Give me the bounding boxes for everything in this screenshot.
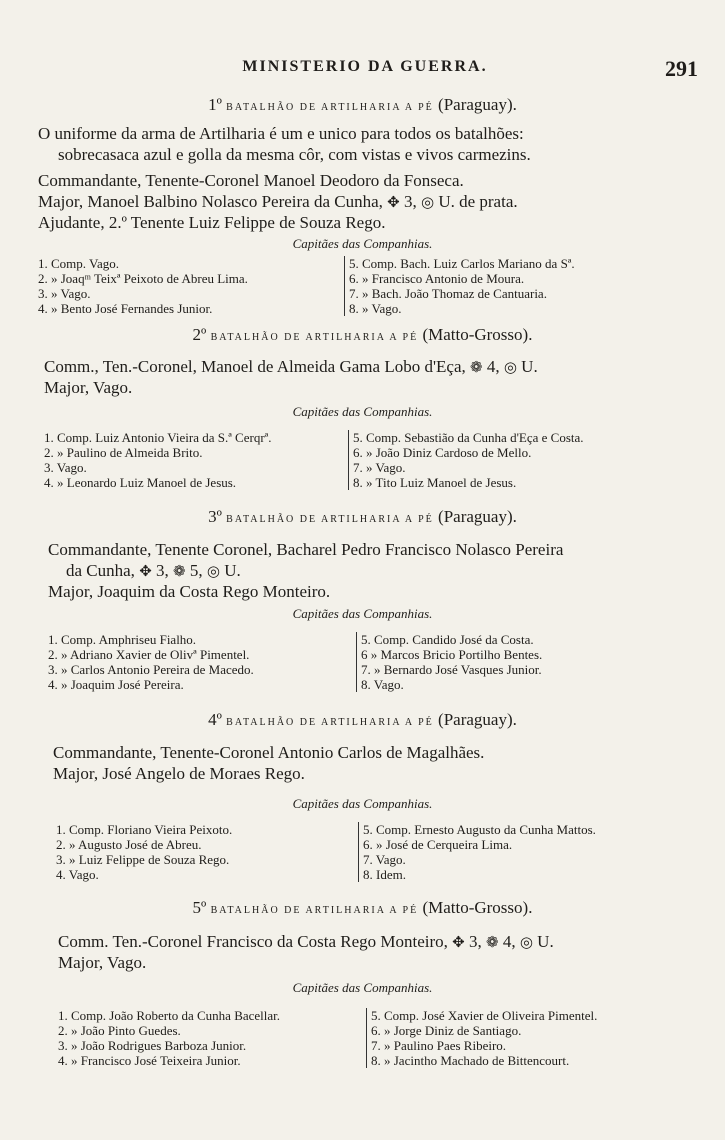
company-row: 4. » Leonardo Luiz Manoel de Jesus. [44,475,237,490]
b2-companies-left [44,430,272,490]
company-row: 1. Comp. Luiz Antonio Vieira da S.ª Cerqrª. [44,430,272,445]
cross-order-icon: ✥ [387,195,400,211]
cross-order-icon: ✥ [139,564,152,580]
b1-adjutant: Ajudante, 2.º Tenente Luiz Felippe de Souza Rego. [38,213,386,232]
company-row: 4. Vago. [56,867,99,882]
company-row: 3. » Vago. [38,286,91,301]
battalion-number: 1º [208,95,222,114]
b5-major: Major, Vago. [58,953,147,972]
battalion-label: BATALHÃO DE ARTILHARIA A PÉ [226,102,434,113]
b3-companies [48,632,698,692]
battalion-label: BATALHÃO DE ARTILHARIA A PÉ [226,717,434,728]
b5-companies-right [366,1008,597,1068]
battalion-5-title [0,898,725,918]
b4-commander: Commandante, Tenente-Coronel Antonio Carlos de Magalhães. [53,743,485,762]
company-row: 2. » Augusto José de Abreu. [56,837,202,852]
battalion-label: BATALHÃO DE ARTILHARIA A PÉ [210,332,419,343]
b2-commander [44,357,538,377]
company-row: 4. » Francisco José Teixeira Junior. [58,1053,241,1068]
page-header [40,56,698,84]
company-row: 6. » José de Cerqueira Lima. [363,837,513,852]
b1-companies-heading: Capitães das Companhias. [292,236,433,251]
b2-companies-right [348,430,584,490]
company-row: 1. Comp. João Roberto da Cunha Bacellar. [58,1008,281,1023]
b5-companies-left [58,1008,280,1068]
badge-icon: ❁ [173,564,186,580]
b2-commander-badge: 4, [486,357,500,376]
company-row: 2. » João Pinto Guedes. [58,1023,181,1038]
b5-companies-heading: Capitães das Companhias. [292,980,433,995]
b5-cross: 3, [469,932,482,951]
company-row: 5. Comp. Sebastião da Cunha d'Eça e Costa. [353,430,584,445]
battalion-4-title [0,710,725,730]
b1-companies [38,256,688,316]
b3-medal: U. [224,561,241,580]
b1-major-cross: 3, [403,192,417,211]
battalion-label: BATALHÃO DE ARTILHARIA A PÉ [210,905,419,916]
battalion-number: 5º [192,898,207,917]
battalion-place: (Paraguay). [438,710,517,729]
b5-companies [58,1008,698,1068]
b4-companies [56,822,696,882]
uniform-text-line-2: sobrecasaca azul e golla da mesma côr, com vistas e vivos carmezins. [58,145,531,164]
company-row: 6. » Francisco Antonio de Moura. [349,271,525,286]
b1-companies-left [38,256,248,316]
cross-order-icon: ✥ [452,935,465,951]
company-row: 7. » Bernardo José Vasques Junior. [361,662,542,677]
company-row: 2. » Joaqᵐ Teixª Peixoto de Abreu Lima. [38,271,248,286]
b3-companies-right [356,632,542,692]
b5-commander [58,932,554,952]
battalion-3-title [0,507,725,527]
badge-icon: ❁ [486,935,499,951]
b2-companies-heading: Capitães das Companhias. [292,404,433,419]
company-row: 1. Comp. Amphriseu Fialho. [48,632,197,647]
battalion-number: 4º [208,710,222,729]
b2-companies [44,430,694,490]
b1-companies-right [344,256,575,316]
company-row: 5. Comp. José Xavier de Oliveira Pimentel. [371,1008,598,1023]
company-row: 3. » João Rodrigues Barboza Junior. [58,1038,247,1053]
battalion-number: 3º [208,507,222,526]
company-row: 7. » Paulino Paes Ribeiro. [371,1038,507,1053]
company-row: 8. » Tito Luiz Manoel de Jesus. [353,475,517,490]
battalion-1-title [0,95,725,115]
b3-commander-cont [66,561,241,581]
b3-commander-surname: da Cunha, [66,561,135,580]
company-row: 7. » Vago. [353,460,406,475]
ministry-title: MINISTERIO DA GUERRA. [242,58,488,75]
battalion-place: (Matto-Grosso). [422,325,533,344]
company-row: 2. » Adriano Xavier de Olivª Pimentel. [48,647,250,662]
b5-badge: 4, [502,932,516,951]
medal-icon: ◎ [420,195,435,211]
b2-commander-medal: U. [521,357,538,376]
b3-companies-left [48,632,254,692]
company-row: 6 » Marcos Bricio Portilho Bentes. [361,647,543,662]
company-row: 4. » Bento José Fernandes Junior. [38,301,213,316]
b3-cross: 3, [156,561,169,580]
uniform-text-line-1: O uniforme da arma de Artilharia é um e unico para todos os batalhões: [38,124,524,143]
company-row: 5. Comp. Ernesto Augusto da Cunha Mattos. [363,822,596,837]
company-row: 8. Vago. [361,677,404,692]
page-number: 291 [665,56,698,81]
medal-icon: ◎ [503,360,517,376]
b1-major-name: Major, Manoel Balbino Nolasco Pereira da Cunha, [38,192,383,211]
b3-badge: 5, [189,561,203,580]
company-row: 6. » Jorge Diniz de Santiago. [371,1023,522,1038]
battalion-place: (Matto-Grosso). [422,898,533,917]
b2-commander-name: Comm., Ten.-Coronel, Manoel de Almeida Gama Lobo d'Eça, [44,357,466,376]
battalion-2-title [0,325,725,345]
b1-major [38,192,518,212]
company-row: 2. » Paulino de Almeida Brito. [44,445,203,460]
b1-commander: Commandante, Tenente-Coronel Manoel Deodoro da Fonseca. [38,171,464,190]
medal-icon: ◎ [519,935,533,951]
b3-major: Major, Joaquim da Costa Rego Monteiro. [48,582,331,601]
company-row: 1. Comp. Vago. [38,256,120,271]
company-row: 8. Idem. [363,867,406,882]
company-row: 7. » Bach. João Thomaz de Cantuaria. [349,286,547,301]
medal-icon: ◎ [206,564,220,580]
badge-icon: ❁ [470,360,483,376]
battalion-number: 2º [192,325,207,344]
battalion-place: (Paraguay). [438,95,517,114]
battalion-place: (Paraguay). [438,507,517,526]
b4-major: Major, José Angelo de Moraes Rego. [53,764,305,783]
company-row: 7. Vago. [363,852,406,867]
company-row: 5. Comp. Bach. Luiz Carlos Mariano da Sª. [349,256,575,271]
company-row: 1. Comp. Floriano Vieira Peixoto. [56,822,233,837]
company-row: 5. Comp. Candido José da Costa. [361,632,534,647]
b4-companies-left [56,822,232,882]
company-row: 3. Vago. [44,460,87,475]
b1-major-medal: U. de prata. [438,192,518,211]
company-row: 8. » Jacintho Machado de Bittencourt. [371,1053,570,1068]
b3-companies-heading: Capitães das Companhias. [292,606,433,621]
battalion-label: BATALHÃO DE ARTILHARIA A PÉ [226,514,434,525]
company-row: 6. » João Diniz Cardoso de Mello. [353,445,532,460]
b5-commander-name: Comm. Ten.-Coronel Francisco da Costa Rego Monteiro, [58,932,448,951]
b2-major: Major, Vago. [44,378,133,397]
b4-companies-right [358,822,596,882]
company-row: 3. » Carlos Antonio Pereira de Macedo. [48,662,254,677]
company-row: 4. » Joaquim José Pereira. [48,677,184,692]
company-row: 8. » Vago. [349,301,402,316]
b4-companies-heading: Capitães das Companhias. [292,796,433,811]
b5-medal: U. [537,932,554,951]
b3-commander: Commandante, Tenente Coronel, Bacharel Pedro Francisco Nolasco Pereira [48,540,564,559]
company-row: 3. » Luiz Felippe de Souza Rego. [56,852,230,867]
